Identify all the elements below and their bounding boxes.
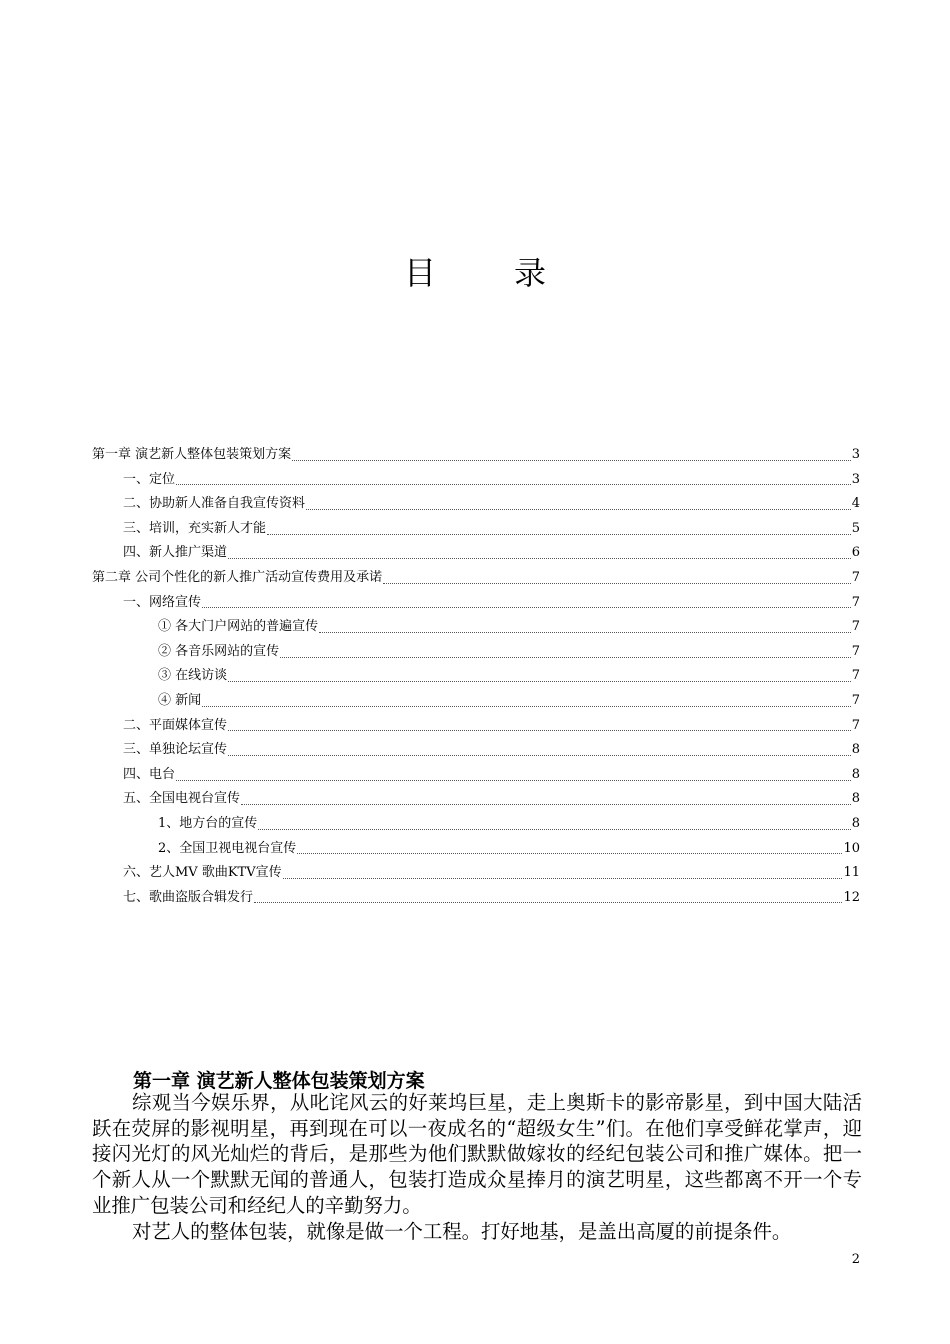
toc-entry-page: 5	[851, 520, 860, 536]
page-title	[0, 248, 950, 294]
toc-entry-page: 8	[851, 766, 860, 782]
toc-leader-dots	[297, 853, 842, 854]
toc-entry-label: 三、单独论坛宣传	[123, 742, 228, 758]
toc-leader-dots	[258, 829, 850, 830]
toc-leader-dots	[228, 681, 851, 682]
toc-leader-dots	[176, 484, 851, 485]
toc-leader-dots	[176, 780, 851, 781]
toc-entry[interactable]	[92, 861, 860, 886]
toc-leader-dots	[228, 755, 851, 756]
toc-entry-label: ③ 在线访谈	[158, 668, 228, 684]
toc-leader-dots	[228, 730, 851, 731]
toc-entry-label: ① 各大门户网站的普遍宣传	[158, 619, 319, 635]
toc-entry[interactable]	[92, 886, 860, 911]
toc-leader-dots	[254, 902, 842, 903]
toc-entry-page: 4	[851, 496, 860, 512]
toc-leader-dots	[306, 509, 851, 510]
page-number: 2	[851, 1252, 860, 1267]
toc-entry[interactable]	[92, 566, 860, 591]
toc-entry[interactable]	[92, 443, 860, 468]
toc-entry[interactable]	[92, 812, 860, 837]
toc-leader-dots	[383, 583, 851, 584]
toc-leader-dots	[267, 534, 851, 535]
toc-entry-label: 四、电台	[123, 766, 176, 782]
toc-entry-page: 8	[851, 742, 860, 758]
toc-entry-page: 7	[851, 619, 860, 635]
toc-entry-page: 8	[851, 815, 860, 831]
table-of-contents	[92, 443, 860, 910]
toc-entry-page: 12	[843, 889, 860, 905]
toc-entry-page: 8	[851, 791, 860, 807]
toc-entry[interactable]	[92, 689, 860, 714]
toc-entry-page: 7	[851, 717, 860, 733]
toc-entry-label: 第二章 公司个性化的新人推广活动宣传费用及承诺	[92, 569, 383, 585]
toc-entry[interactable]	[92, 763, 860, 788]
paragraph-2: 对艺人的整体包装，就像是做一个工程。打好地基，是盖出高厦的前提条件。	[132, 1219, 792, 1243]
toc-entry[interactable]	[92, 738, 860, 763]
toc-entry-label: 四、新人推广渠道	[123, 545, 228, 561]
toc-entry[interactable]	[92, 714, 860, 739]
toc-leader-dots	[292, 460, 851, 461]
toc-entry-page: 6	[851, 545, 860, 561]
toc-entry-label: 六、艺人MV 歌曲KTV宣传	[123, 865, 282, 881]
toc-entry-page: 7	[851, 569, 860, 585]
toc-entry-label: 二、平面媒体宣传	[123, 717, 228, 733]
toc-entry-label: 五、全国电视台宣传	[123, 791, 241, 807]
toc-entry[interactable]	[92, 837, 860, 862]
toc-entry-page: 3	[851, 447, 860, 462]
toc-entry[interactable]	[92, 541, 860, 566]
toc-entry-page: 7	[851, 594, 860, 610]
toc-entry[interactable]	[92, 640, 860, 665]
toc-leader-dots	[280, 657, 851, 658]
toc-entry-label: 二、协助新人准备自我宣传资料	[123, 496, 306, 512]
toc-entry-label: ④ 新闻	[158, 692, 202, 708]
toc-entry-page: 3	[851, 471, 860, 487]
toc-entry-label: 三、培训，充实新人才能	[123, 520, 267, 536]
toc-entry-page: 7	[851, 643, 860, 659]
toc-entry-label: 七、歌曲盗版合辑发行	[123, 889, 254, 905]
toc-entry[interactable]	[92, 517, 860, 542]
toc-entry-label: 2、全国卫视电视台宣传	[158, 840, 297, 856]
toc-entry[interactable]	[92, 468, 860, 493]
toc-entry-page: 10	[843, 840, 860, 856]
paragraph-1: 综观当今娱乐界，从叱诧风云的好莱坞巨星，走上奥斯卡的影帝影星，到中国大陆活跃在荧屏的影视明星，再到现在可以一夜成名的“超级女生”们。在他们享受鲜花掌声，迎接闪光灯的风光灿烂的背后，是那些为他们默默做嫁妆的经纪包装公司和推广媒体。把一个新人从一个默默无闻的普通人，包装打造成众星捧月的演艺明星，这些都离不开一个专业推广包装公司和经纪人的辛勤努力。	[92, 1091, 862, 1217]
toc-leader-dots	[283, 878, 843, 879]
toc-leader-dots	[202, 706, 851, 707]
toc-entry-page: 7	[851, 692, 860, 708]
toc-entry[interactable]	[92, 492, 860, 517]
toc-entry[interactable]	[92, 664, 860, 689]
toc-entry-page: 11	[843, 865, 860, 881]
toc-entry[interactable]	[92, 615, 860, 640]
toc-entry-label: 一、网络宣传	[123, 594, 202, 610]
toc-entry-label: 第一章 演艺新人整体包装策划方案	[92, 447, 292, 462]
toc-entry-label: 1、地方台的宣传	[158, 815, 258, 831]
toc-leader-dots	[319, 632, 851, 633]
toc-entry-page: 7	[851, 668, 860, 684]
toc-entry[interactable]	[92, 591, 860, 616]
toc-leader-dots	[228, 558, 851, 559]
toc-entry-label: ② 各音乐网站的宣传	[158, 643, 280, 659]
body-text	[92, 1090, 862, 1244]
toc-leader-dots	[241, 804, 851, 805]
toc-entry[interactable]	[92, 787, 860, 812]
title-char-1: 目	[403, 254, 436, 292]
toc-entry-label: 一、定位	[123, 471, 176, 487]
chapter-heading: 第一章 演艺新人整体包装策划方案	[133, 1070, 425, 1092]
toc-leader-dots	[202, 607, 851, 608]
title-char-2: 录	[514, 254, 547, 292]
